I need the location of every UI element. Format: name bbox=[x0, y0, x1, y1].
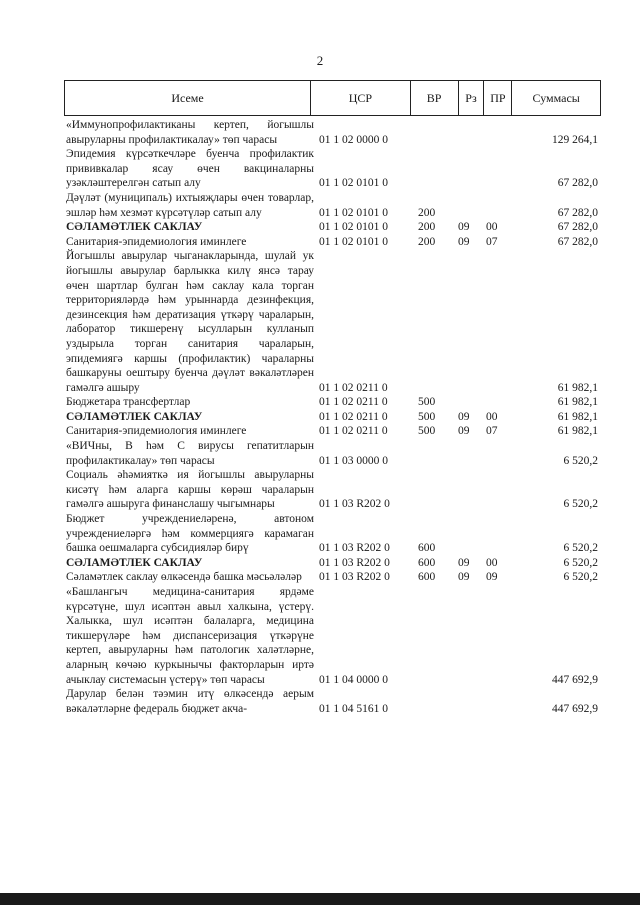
row-sum: 6 520,2 bbox=[563, 571, 598, 584]
row-sum: 67 282,0 bbox=[557, 235, 598, 248]
budget-table-body bbox=[66, 118, 600, 716]
header-rz: Рз bbox=[459, 81, 485, 115]
row-name: Эпидемия күрсәткечләре буенча профилактик прививкалар ясау өчен вакциналарны узәкләштерелгән сатып алу bbox=[66, 148, 314, 190]
row-name: СӘЛАМӘТЛЕК САКЛАУ bbox=[66, 410, 203, 423]
row-csr: 01 1 02 0101 0 bbox=[319, 221, 388, 234]
row-vr: 600 bbox=[418, 571, 436, 584]
row-name: Социаль әһәмияткә ия йогышлы авыруларны кисәтү һәм аларга каршы көрәш чараларын гамәлгә ашыруга финанслашу чыгымнары bbox=[66, 469, 314, 511]
row-csr: 01 1 03 R202 0 bbox=[319, 498, 390, 511]
table-row bbox=[66, 585, 600, 687]
row-vr: 500 bbox=[418, 425, 436, 438]
header-name: Исеме bbox=[65, 81, 311, 115]
row-name: Бюджет учреждениеләренә, автоном учреждениеләргә һәм коммерциягә карамаган башка оешмаларга субсидияләр бирү bbox=[66, 513, 314, 555]
header-sum: Суммасы bbox=[532, 90, 580, 105]
row-vr: 500 bbox=[418, 396, 436, 409]
row-pr: 00 bbox=[486, 410, 498, 423]
row-vr: 600 bbox=[418, 542, 436, 555]
table-row bbox=[66, 468, 600, 512]
row-sum: 61 982,1 bbox=[557, 396, 598, 409]
row-name: Дәүләт (муниципаль) ихтыяҗлары өчен товарлар, эшләр һәм хезмәт күрсәтүләр сатып алу bbox=[66, 191, 314, 219]
row-sum: 129 264,1 bbox=[552, 133, 598, 146]
row-rz: 09 bbox=[458, 410, 470, 423]
row-sum: 6 520,2 bbox=[563, 454, 598, 467]
header-pr: ПР bbox=[484, 81, 512, 115]
row-vr: 200 bbox=[418, 206, 436, 219]
table-header bbox=[64, 80, 601, 116]
row-csr: 01 1 02 0211 0 bbox=[319, 396, 388, 409]
row-vr: 200 bbox=[418, 221, 436, 234]
row-sum: 61 982,1 bbox=[557, 381, 598, 394]
row-pr: 07 bbox=[486, 425, 498, 438]
row-rz: 09 bbox=[458, 571, 470, 584]
header-csr: ЦСР bbox=[311, 81, 411, 115]
row-pr: 00 bbox=[486, 221, 498, 234]
table-row bbox=[66, 235, 600, 250]
row-sum: 61 982,1 bbox=[557, 425, 598, 438]
table-row bbox=[66, 191, 600, 220]
table-row bbox=[66, 220, 600, 235]
row-sum: 447 692,9 bbox=[552, 702, 598, 715]
row-vr: 600 bbox=[418, 556, 436, 569]
row-rz: 09 bbox=[458, 221, 470, 234]
row-pr: 09 bbox=[486, 571, 498, 584]
row-name: Санитария-эпидемиология иминлеге bbox=[66, 235, 247, 248]
row-csr: 01 1 02 0101 0 bbox=[319, 235, 388, 248]
row-csr: 01 1 03 0000 0 bbox=[319, 454, 388, 467]
table-row bbox=[66, 687, 600, 716]
table-row bbox=[66, 410, 600, 425]
row-name: Йогышлы авырулар чыганакларында, шулай ук йогышлы авырулар барлыкка килү янсә тарау өчен шартлар булган һәм саклау кала торган территорияләрдә һәм урыннарда дезинфекция, дезинсекция һәм дератизация үткәрү чараларын, лаборатор тикшеренү ысулларын кулланып уздырыла торган санитария чараларын, эпидемиягә каршы (профилактик) чараларны башкаруны оештыру буенча дәүләт вәкаләтләрен гамәлгә ашыру bbox=[66, 250, 314, 394]
row-sum: 447 692,9 bbox=[552, 673, 598, 686]
row-sum: 67 282,0 bbox=[557, 177, 598, 190]
row-csr: 01 1 02 0211 0 bbox=[319, 410, 388, 423]
row-csr: 01 1 02 0101 0 bbox=[319, 177, 388, 190]
row-name: СӘЛАМӘТЛЕК САКЛАУ bbox=[66, 556, 203, 569]
row-csr: 01 1 04 0000 0 bbox=[319, 673, 388, 686]
row-name: «Иммунопрофилактиканы кертеп, йогышлы авыруларны профилактикалау» төп чарасы bbox=[66, 119, 314, 146]
row-pr: 00 bbox=[486, 556, 498, 569]
table-row bbox=[66, 395, 600, 410]
table-row bbox=[66, 512, 600, 556]
row-sum: 6 520,2 bbox=[563, 498, 598, 511]
header-vr: ВР bbox=[411, 81, 459, 115]
scan-edge-bar bbox=[0, 893, 640, 905]
row-csr: 01 1 04 5161 0 bbox=[319, 702, 388, 715]
row-sum: 6 520,2 bbox=[563, 556, 598, 569]
row-name: «ВИЧны, В һәм С вирусы гепатитларын профилактикалау» төп чарасы bbox=[66, 440, 314, 467]
row-csr: 01 1 03 R202 0 bbox=[319, 542, 390, 555]
row-name: Сәламәтлек саклау өлкәсендә башка мәсьәләләр bbox=[66, 571, 302, 584]
row-name: Дарулар белән тәэмин итү өлкәсендә аерым вәкаләтләрне федераль бюджет акча- bbox=[66, 688, 314, 715]
row-csr: 01 1 02 0101 0 bbox=[319, 206, 388, 219]
row-csr: 01 1 02 0211 0 bbox=[319, 381, 388, 394]
row-rz: 09 bbox=[458, 425, 470, 438]
table-row bbox=[66, 439, 600, 468]
row-pr: 07 bbox=[486, 235, 498, 248]
row-rz: 09 bbox=[458, 556, 470, 569]
table-row bbox=[66, 147, 600, 191]
table-row bbox=[66, 118, 600, 147]
row-name: «Башлангыч медицина-санитария ярдәме күрсәтүне, шул исәптән авыл халкына, үстерү. Халыкка, шул исәптән балаларга, медицина тикшерүләре һәм диспансеризация үткәрүне кертеп, авыруларны һәм патологик халәтләрне, аларның көчәю куркынычы факторларын иртә ачыклау системасын үстерү» төп чарасы bbox=[66, 586, 314, 686]
row-name: Санитария-эпидемиология иминлеге bbox=[66, 425, 247, 438]
row-vr: 500 bbox=[418, 410, 436, 423]
table-row bbox=[66, 249, 600, 395]
row-csr: 01 1 03 R202 0 bbox=[319, 571, 390, 584]
table-row bbox=[66, 556, 600, 571]
table-row bbox=[66, 424, 600, 439]
row-rz: 09 bbox=[458, 235, 470, 248]
row-vr: 200 bbox=[418, 235, 436, 248]
row-name: Бюджетара трансфертлар bbox=[66, 396, 191, 409]
table-row bbox=[66, 570, 600, 585]
row-csr: 01 1 02 0000 0 bbox=[319, 133, 388, 146]
page-number: 2 bbox=[316, 53, 324, 68]
row-sum: 67 282,0 bbox=[557, 206, 598, 219]
row-name: СӘЛАМӘТЛЕК САКЛАУ bbox=[66, 221, 203, 234]
row-sum: 61 982,1 bbox=[557, 410, 598, 423]
row-csr: 01 1 02 0211 0 bbox=[319, 425, 388, 438]
row-csr: 01 1 03 R202 0 bbox=[319, 556, 390, 569]
row-sum: 67 282,0 bbox=[557, 221, 598, 234]
row-sum: 6 520,2 bbox=[563, 542, 598, 555]
